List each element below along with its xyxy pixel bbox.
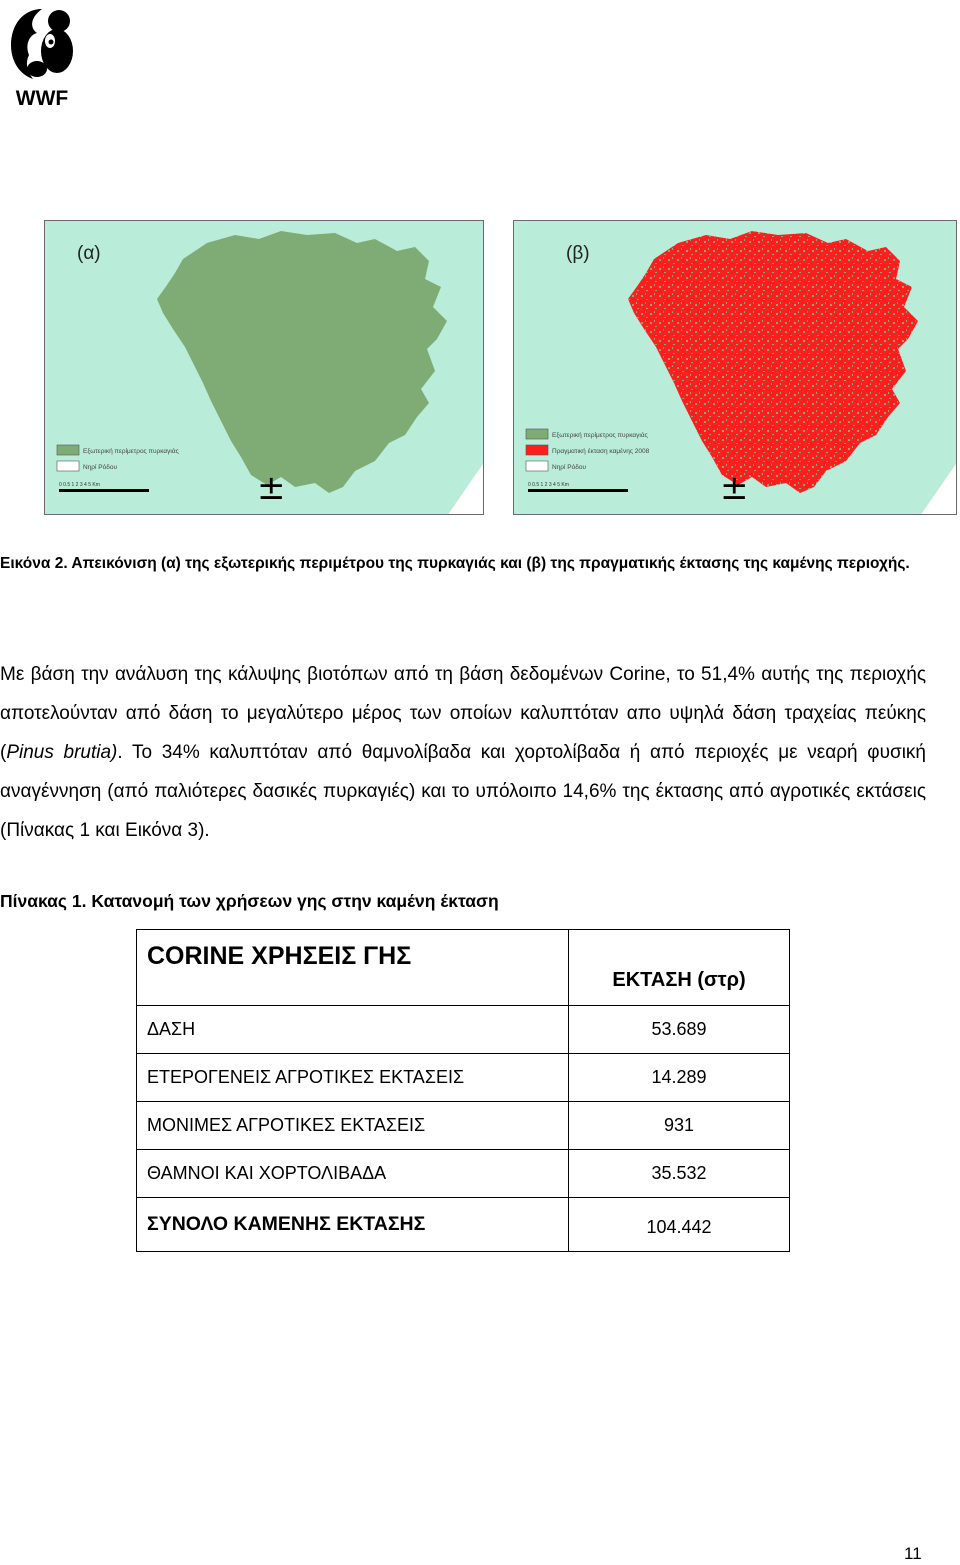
caption-text: Απεικόνιση (α) της εξωτερικής περιμέτρου της πυρκαγιάς και (β) της πραγματικής έκτασης της καμένης περιοχής. xyxy=(71,555,910,572)
row-value: 931 xyxy=(569,1102,790,1150)
legend-swatch-burned xyxy=(526,445,548,455)
table-row xyxy=(137,1150,790,1198)
table-title: Πίνακας 1. Κατανομή των χρήσεων γης στην καμένη έκταση xyxy=(0,891,499,911)
table-row xyxy=(137,1006,790,1054)
total-value: 104.442 xyxy=(569,1198,790,1252)
table-row xyxy=(137,1102,790,1150)
table-row xyxy=(137,1054,790,1102)
scale-text: 0 0.5 1 2 3 4 5 Km xyxy=(59,482,100,488)
north-arrow: ± xyxy=(257,468,286,508)
row-label: ΕΤΕΡΟΓΕΝΕΙΣ ΑΓΡΟΤΙΚΕΣ ΕΚΤΑΣΕΙΣ xyxy=(137,1054,569,1102)
logo-text: WWF xyxy=(15,87,69,110)
header-area: ΕΚΤΑΣΗ (στρ) xyxy=(569,930,790,1006)
legend-text: Νηρί Ρόδου xyxy=(552,464,586,471)
table-total-row xyxy=(137,1198,790,1252)
legend-text: Νηρί Ρόδου xyxy=(83,464,117,471)
map-label: (β) xyxy=(566,243,590,264)
wwf-logo xyxy=(5,5,80,110)
scale-bar xyxy=(528,489,628,492)
legend-text: Εξωτερική περίμετρος πυρκαγιάς xyxy=(552,432,648,439)
map-panel-a xyxy=(44,220,484,515)
paragraph-species-name: Pinus brutia) xyxy=(6,742,118,763)
north-arrow: ± xyxy=(720,468,749,508)
body-paragraph xyxy=(0,655,926,850)
legend-swatch-perimeter xyxy=(57,445,79,455)
row-label: ΔΑΣΗ xyxy=(137,1006,569,1054)
figure-caption xyxy=(0,553,930,575)
table-header-row xyxy=(137,930,790,1006)
row-label: ΜΟΝΙΜΕΣ ΑΓΡΟΤΙΚΕΣ ΕΚΤΑΣΕΙΣ xyxy=(137,1102,569,1150)
row-value: 14.289 xyxy=(569,1054,790,1102)
land-use-table xyxy=(136,929,790,1252)
caption-prefix: Εικόνα 2. xyxy=(0,555,68,572)
page-number: 11 xyxy=(904,1544,922,1563)
paragraph-text-2: . Το 34% καλυπτόταν από θαμνολίβαδα και χορτολίβαδα ή από περιοχές με νεαρή φυσική αναγέννηση (από παλιότερες δασικές πυρκαγιές) και το υπόλοιπο 14,6% της έκτασης από αγροτικές εκτάσεις (Πίνακας 1 και Εικόνα 3). xyxy=(0,742,926,841)
map-panel-b xyxy=(513,220,957,515)
legend-swatch-neighbor xyxy=(57,461,79,471)
paragraph-text-1: Με βάση την ανάλυση της κάλυψης βιοτόπων από τη βάση δεδομένων Corine, το 51,4% αυτής της περιοχής αποτελούνταν από δάση το μεγαλύτερο μέρος των οποίων καλυπτόταν απο υψηλά δάση τραχείας πεύκης ( xyxy=(0,664,926,763)
legend-text: Πραγματική έκταση καμένης 2008 xyxy=(552,448,650,455)
row-value: 35.532 xyxy=(569,1150,790,1198)
legend-text: Εξωτερική περίμετρος πυρκαγιάς xyxy=(83,448,179,455)
map-label: (α) xyxy=(77,243,101,264)
row-label: ΘΑΜΝΟΙ ΚΑΙ ΧΟΡΤΟΛΙΒΑΔΑ xyxy=(137,1150,569,1198)
scale-text: 0 0.5 1 2 3 4 5 Km xyxy=(528,482,569,488)
legend-swatch-perimeter xyxy=(526,429,548,439)
row-value: 53.689 xyxy=(569,1006,790,1054)
header-land-use: CORINE ΧΡΗΣΕΙΣ ΓΗΣ xyxy=(137,930,569,1006)
legend-swatch-neighbor xyxy=(526,461,548,471)
scale-bar xyxy=(59,489,149,492)
total-label: ΣΥΝΟΛΟ ΚΑΜΕΝΗΣ ΕΚΤΑΣΗΣ xyxy=(137,1198,569,1252)
